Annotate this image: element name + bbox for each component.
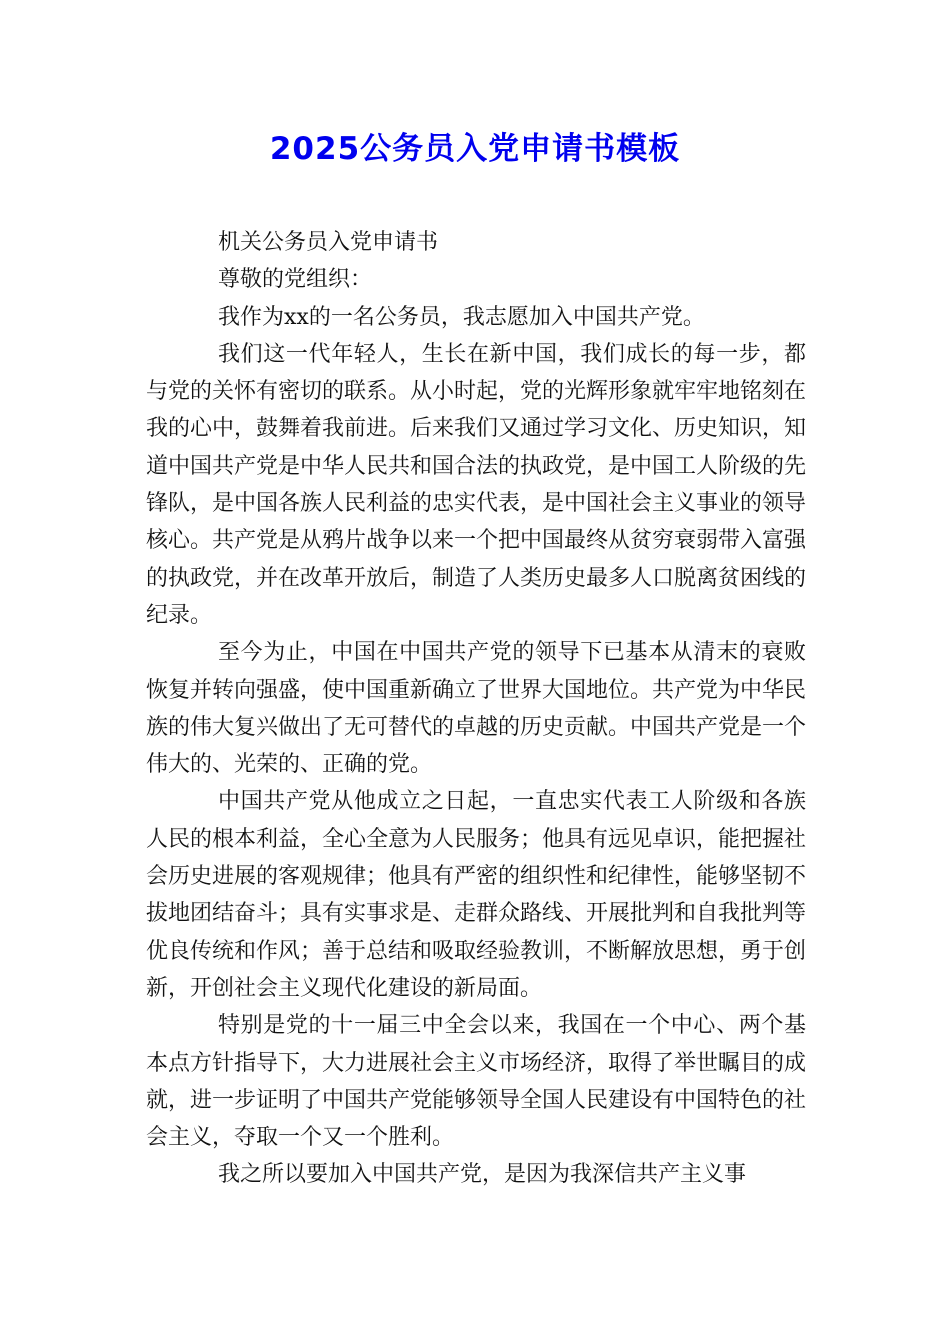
paragraph: 中国共产党从他成立之日起，一直忠实代表工人阶级和各族人民的根本利益，全心全意为人民服务；他具有远见卓识，能把握社会历史进展的客观规律；他具有严密的组织性和纪律性，能够坚韧不拔地团结奋斗；具有实事求是、走群众路线、开展批判和自我批判等优良传统和作风；善于总结和吸取经验教训，不断解放思想，勇于创新，开创社会主义现代化建设的新局面。 — [146, 789, 807, 1001]
paragraph: 我作为xx的一名公务员，我志愿加入中国共产党。 — [218, 304, 705, 330]
paragraph: 至今为止，中国在中国共产党的领导下已基本从清末的衰败恢复并转向强盛，使中国重新确立了世界大国地位。共产党为中华民族的伟大复兴做出了无可替代的卓越的历史贡献。中国共产党是一个伟大的、光荣的、正确的党。 — [146, 640, 807, 778]
paragraph: 我之所以要加入中国共产党，是因为我深信共产主义事 — [218, 1162, 747, 1188]
paragraph-salutation: 尊敬的党组织： — [218, 267, 373, 293]
paragraph-heading: 机关公务员入党申请书 — [218, 230, 439, 255]
paragraph: 特别是党的十一届三中全会以来，我国在一个中心、两个基本点方针指导下，大力进展社会主义市场经济，取得了举世瞩目的成就，进一步证明了中国共产党能够领导全国人民建设有中国特色的社会主义，夺取一个又一个胜利。 — [146, 1013, 807, 1151]
document-body — [146, 224, 806, 1194]
paragraph: 我们这一代年轻人，生长在新中国，我们成长的每一步，都与党的关怀有密切的联系。从小时起，党的光辉形象就牢牢地铭刻在我的心中，鼓舞着我前进。后来我们又通过学习文化、历史知识，知道中国共产党是中华人民共和国合法的执政党，是中国工人阶级的先锋队，是中国各族人民利益的忠实代表，是中国社会主义事业的领导核心。共产党是从鸦片战争以来一个把中国最终从贫穷衰弱带入富强的执政党，并在改革开放后，制造了人类历史最多人口脱离贫困线的纪录。 — [146, 341, 807, 628]
document-title: 2025公务员入党申请书模板 — [269, 131, 681, 167]
